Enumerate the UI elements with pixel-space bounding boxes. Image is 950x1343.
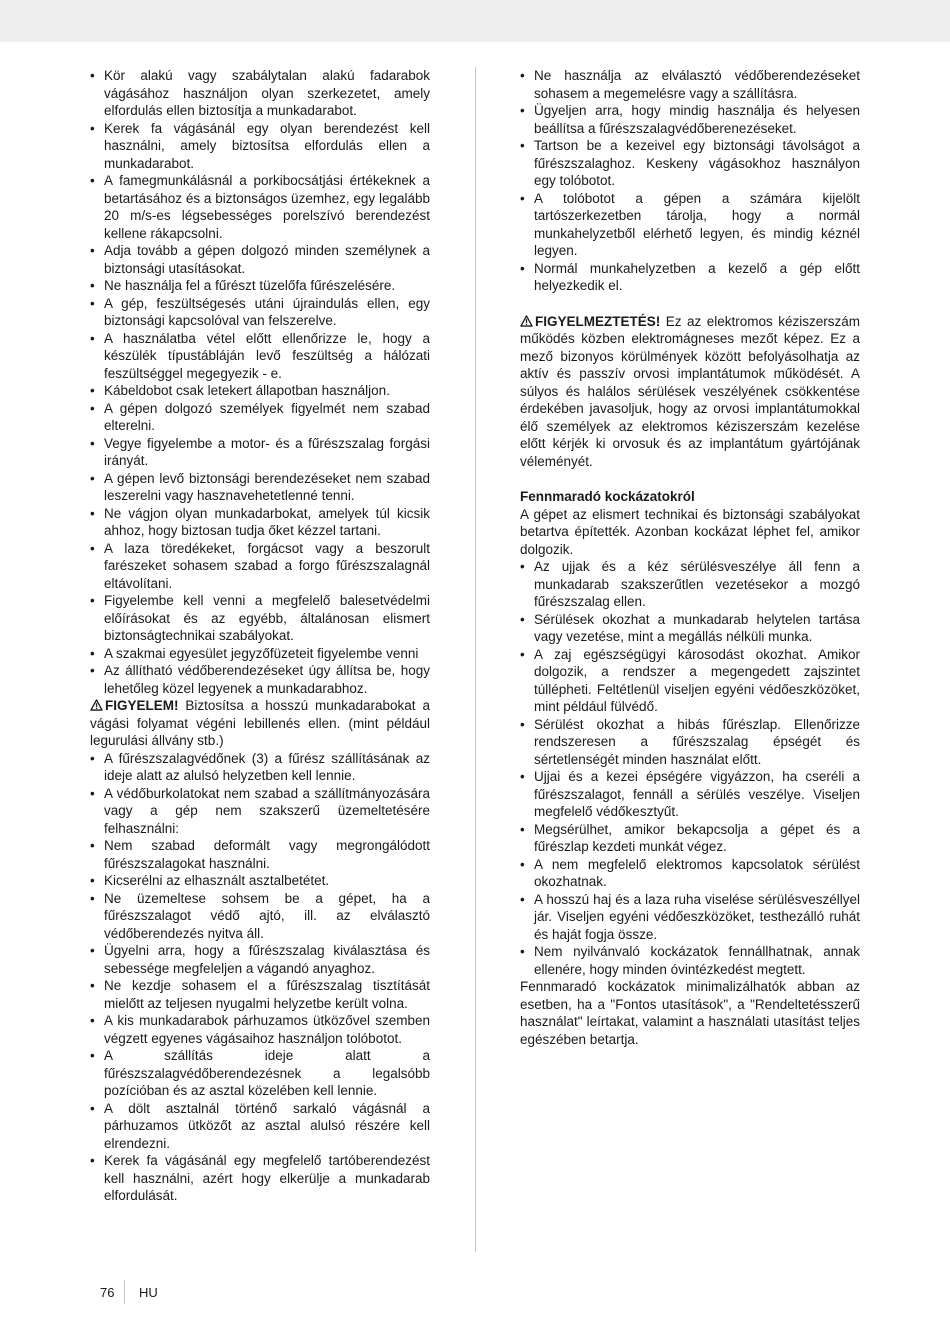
list-item: • Nem nyilvánvaló kockázatok fennállhatnak, annak ellenére, hogy minden óvintézkedést megtett.	[520, 944, 860, 977]
closing-paragraph: Fennmaradó kockázatok minimalizálhatók abban az esetben, ha a "Fontos utasítások", a "Rendeltetésszerű használat" leírtakat, valamint a használati utasítást teljes egészében betartja.	[520, 979, 860, 1047]
list-item: • Kerek fa vágásánál egy megfelelő tartóberendezést kell használni, azért hogy elkerülje a munkadarab elfordulását.	[90, 1153, 430, 1203]
list-item: • Ne üzemeltese sohsem be a gépet, ha a fűrészszalagot védő ajtó, ill. az elválasztó védőberendezés nyitva áll.	[90, 890, 430, 941]
warning-text: Biztosítsa a hosszú munkadarabokat a vágási folyamat végéni lebillenés ellen. (mint például legurulási állvány stb.)	[90, 698, 430, 748]
warning-triangle-icon	[520, 313, 535, 331]
list-item: • Vegye figyelembe a motor- és a fűrészszalag forgási irányát.	[90, 435, 430, 468]
footer-divider	[124, 1280, 125, 1304]
safety-list-b	[90, 750, 430, 1205]
list-item: • A gép, feszültségesés utáni újraindulás ellen, egy biztonsági kapcsolóval van felszerelve.	[90, 295, 430, 328]
list-item: • Ügyeljen arra, hogy mindig használja és helyesen beállítsa a fűrészszalagvédőberenezéseket.	[520, 103, 860, 136]
list-item: • A gépen levő biztonsági berendezéseket nem szabad leszerelni vagy hasznavehetetlenné tenni.	[90, 470, 430, 503]
warning-label: FIGYELEM!	[105, 698, 179, 713]
page-number: 76	[100, 1285, 115, 1300]
safety-list-a	[90, 67, 430, 697]
list-item: • A famegmunkálásnál a porkibocsátjási értékeknek a betartásához és a biztonságos üzemhez, egy legalább 20 m/s-es légsebességes porelszívó berendezést kellene rákapcsolni.	[90, 173, 430, 241]
list-item: • Megsérülhet, amikor bekapcsolja a gépet és a fűrészlap kezdeti munkát végez.	[520, 821, 860, 854]
list-item: • A gépen dolgozó személyek figyelmét nem szabad elterelni.	[90, 400, 430, 433]
list-item: • Tartson be a kezeivel egy biztonsági távolságot a fűrészszalaghoz. Keskeny vágásokhoz használyon egy tolóbotot.	[520, 138, 860, 188]
emf-warning-paragraph	[520, 313, 860, 471]
list-item: • Adja tovább a gépen dolgozó minden személynek a biztonsági utasításokat.	[90, 243, 430, 276]
column-divider	[475, 67, 476, 1252]
list-item: • Figyelembe kell venni a megfelelő balesetvédelmi előírásokat és az egyébb, általánosan elismert biztonságtechnikai szabályokat.	[90, 593, 430, 643]
list-item: • A kis munkadarabok párhuzamos ütközővel szemben végzett egyenes vágásaihoz használjon tolóbotot.	[90, 1013, 430, 1046]
language-code: HU	[139, 1285, 158, 1300]
section-heading: Fennmaradó kockázatokról	[520, 489, 695, 504]
top-band	[0, 0, 950, 42]
list-item: • Kábeldobot csak letekert állapotban használjon.	[90, 383, 390, 398]
list-item: • A használatba vétel előtt ellenőrizze le, hogy a készülék típustábláján levő feszültség a hálózati feszültséggel megegyezik - e.	[90, 330, 430, 381]
warning-triangle-icon	[90, 697, 105, 715]
warning-text: Ez az elektromos kéziszerszám működés közben elektromágneses mezőt képez. Ez a mező bizonyos körülmények között befolyásolhatja az aktív és passzív orvosi implantátumok működését. A súlyos és halálos sérülések veszélyének csökkentése érdekében javasoljuk, hogy az orvosi implantátumokkal élő személyek az elektromos kéziszerszám kezelése előtt kérjék ki orvosuk és az implantátum gyártójának véleményét.	[520, 313, 860, 469]
list-item: • Kerek fa vágásánál egy olyan berendezést kell használni, amely biztosítsa elfordulás ellen a munkadarabot.	[90, 120, 430, 171]
right-column	[520, 67, 860, 1048]
list-item: • Az állítható védőberendezéseket úgy állítsa be, hogy lehetőleg közel legyenek a munkadarabhoz.	[90, 663, 430, 696]
list-item: • A fűrészszalagvédőnek (3) a fűrész szállításának az ideje alatt az alulsó helyzetben kell lennie.	[90, 750, 430, 783]
list-item: • Ne használja az elválasztó védőberendezéseket sohasem a megemelésre vagy a szállításra.	[520, 68, 860, 101]
list-item: • A hosszú haj és a laza ruha viselése sérülésveszéllyel jár. Viseljen egyéni védőeszközöket, testhezálló ruhát és haját fogja össze.	[520, 891, 860, 942]
list-item: • Ne kezdje sohasem el a fűrészszalag tisztítását mielőtt az teljesen nyugalmi helyzetbe került volna.	[90, 978, 430, 1011]
list-item: • A laza töredékeket, forgácsot vagy a beszorult farészeket sohasem szabad a forgo fűrészszalagnál eltávolítani.	[90, 540, 430, 591]
list-item: • Kör alakú vagy szabálytalan alakú fadarabok vágásához használjon olyan szerkezetet, amely elfordulás ellen biztosítja a munkadarabot.	[90, 68, 430, 118]
list-item: • A zaj egészségügyi károsodást okozhat. Amikor dolgozik, a rendszer a megengedett zajszintet túllépheti. Feltétlenül viseljen egyéni védőeszközöket, mint például fülvédő.	[520, 646, 860, 714]
intro-paragraph: A gépet az elismert technikai és biztonsági szabályokat betartva építették. Azonban kockázat léphet fel, amikor dolgozik.	[520, 506, 860, 557]
list-item: • A tolóbotot a gépen a számára kijelölt tartószerkezetben tárolja, hogy a normál munkahelyzetből elérhető legyen, és mindig kéznél legyen.	[520, 190, 860, 258]
warning-label: FIGYELMEZTETÉS!	[535, 313, 661, 329]
list-item: • Ne vágjon olyan munkadarbokat, amelyek túl kicsik ahhoz, hogy biztosan tudja őket kézzel tartani.	[90, 505, 430, 538]
list-item: • Sérülések okozhat a munkadarab helytelen tartása vagy vezetése, mint a megállás nélküli munka.	[520, 611, 860, 644]
list-item: • A szállítás ideje alatt a fűrészszalagvédőberendezésnek a legalsóbb pozícióban és az asztal közelében kell lennie.	[90, 1048, 430, 1098]
list-item: • Ujjai és a kezei épségére vigyázzon, ha cseréli a fűrészszalagot, fennáll a sérülés veszélye. Viseljen megfelelő védőkesztyűt.	[520, 769, 860, 819]
list-item: • A szakmai egyesület jegyzőfüzeteit figyelembe venni	[90, 645, 419, 661]
list-item: • Sérülést okozhat a hibás fűrészlap. Ellenőrizze rendszeresen a fűrészszalag épségét és sértetlenségét minden használat előtt.	[520, 716, 860, 767]
list-item: • Ne használja fel a fűrészt tüzelőfa fűrészelésére.	[90, 278, 396, 293]
safety-list-c	[520, 67, 860, 295]
list-item: • A nem megfelelő elektromos kapcsolatok sérülést okozhatnak.	[520, 856, 860, 889]
list-item: • Nem szabad deformált vagy megrongálódott fűrészszalagokat használni.	[90, 838, 430, 871]
warning-paragraph	[90, 697, 430, 750]
list-item: • A dölt asztalnál történő sarkaló vágásnál a párhuzamos ütközőt az asztal alulsó részére kell elrendezni.	[90, 1100, 430, 1151]
list-item: • Kicserélni az elhasznált asztalbetétet.	[90, 873, 330, 888]
list-item: • Az ujjak és a kéz sérülésveszélye áll fenn a munkadarab szakszerűtlen vezetésekor a mozgó fűrészszalag ellen.	[520, 559, 860, 609]
list-item: • A védőburkolatokat nem szabad a szállítmányozására vagy a gép nem szakszerű üzemeltetésére felhasználni:	[90, 785, 430, 836]
risk-list	[520, 558, 860, 978]
list-item: • Normál munkahelyzetben a kezelő a gép előtt helyezkedik el.	[520, 260, 860, 293]
list-item: • Ügyelni arra, hogy a fűrészszalag kiválasztása és sebessége megfeleljen a vágandó anyaghoz.	[90, 943, 430, 976]
left-column	[90, 67, 430, 1205]
